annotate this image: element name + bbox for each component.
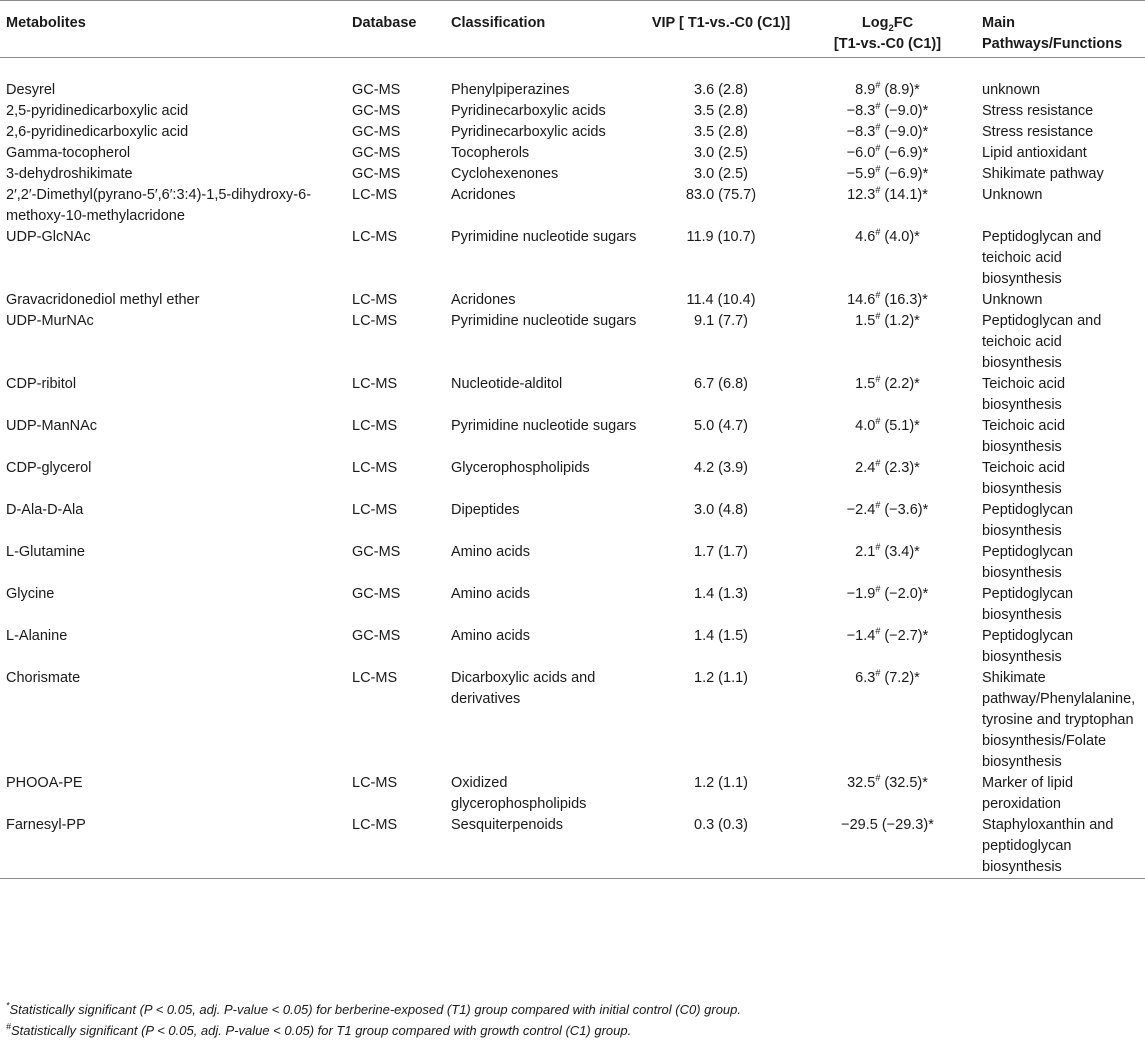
log2fc-c1-value: (2.2)* <box>880 376 920 392</box>
cell-database: LC-MS <box>352 229 398 245</box>
cell-classification: Pyrimidine nucleotide sugars <box>451 229 637 245</box>
cell-log2fc <box>799 290 976 311</box>
log2fc-c0-value: 2.4 <box>855 460 876 476</box>
cell-pathway: Stress resistance <box>982 103 1094 119</box>
cell-vip: 1.2 (1.1) <box>694 670 748 686</box>
log2fc-c0-value: −5.9 <box>846 166 876 182</box>
hash-significance-mark: # <box>875 773 881 784</box>
cell-metabolite: Gravacridonediol methyl ether <box>6 292 200 308</box>
hash-significance-mark: # <box>875 500 881 511</box>
hash-significance-mark: # <box>875 80 881 91</box>
log2fc-c0-value: 2.1 <box>855 544 876 560</box>
cell-database: GC-MS <box>352 586 401 602</box>
table-row <box>0 584 1145 626</box>
table-row <box>0 668 1145 773</box>
cell-log2fc <box>799 668 976 773</box>
cell-database: GC-MS <box>352 82 401 98</box>
log2fc-c1-value: (−9.0)* <box>880 103 929 119</box>
cell-database: GC-MS <box>352 124 401 140</box>
header-pathways: Main Pathways/Functions <box>976 1 1145 58</box>
cell-log2fc <box>799 584 976 626</box>
log2fc-c1-value: (−3.6)* <box>880 502 929 518</box>
table-row <box>0 500 1145 542</box>
cell-database: LC-MS <box>352 775 398 791</box>
cell-log2fc <box>799 58 976 102</box>
cell-vip: 3.6 (2.8) <box>694 82 748 98</box>
cell-metabolite: PHOOA-PE <box>6 775 83 791</box>
cell-vip: 3.0 (2.5) <box>694 166 748 182</box>
hash-significance-mark: # <box>875 122 881 133</box>
cell-classification: Glycerophospholipids <box>451 460 590 476</box>
cell-vip: 11.4 (10.4) <box>686 292 756 308</box>
cell-pathway: Teichoic acid biosynthesis <box>982 460 1066 497</box>
log2fc-c0-value: 1.5 <box>855 313 876 329</box>
log2fc-c0-value: 8.9 <box>855 82 876 98</box>
cell-database: LC-MS <box>352 418 398 434</box>
header-log2fc-prefix: Log <box>861 15 889 31</box>
cell-log2fc <box>799 815 976 879</box>
table-row <box>0 815 1145 879</box>
cell-metabolite: D-Ala-D-Ala <box>6 502 84 518</box>
table-row <box>0 626 1145 668</box>
cell-vip: 83.0 (75.7) <box>685 187 757 203</box>
footnote-significance-c1 <box>6 1022 631 1040</box>
cell-pathway: Peptidoglycan biosynthesis <box>982 586 1074 623</box>
cell-database: LC-MS <box>352 292 398 308</box>
cell-log2fc <box>799 185 976 227</box>
cell-log2fc <box>799 773 976 815</box>
cell-vip: 4.2 (3.9) <box>694 460 748 476</box>
hash-significance-mark: # <box>875 374 881 385</box>
header-log2fc-comparison: [T1-vs.-C0 (C1)] <box>833 36 942 52</box>
cell-database: LC-MS <box>352 460 398 476</box>
hash-significance-mark: # <box>875 668 881 679</box>
log2fc-c0-value: 1.5 <box>855 376 876 392</box>
log2fc-c1-value: (−6.9)* <box>880 166 929 182</box>
log2fc-c0-value: −6.0 <box>846 145 876 161</box>
log2fc-c0-value: −1.4 <box>846 628 876 644</box>
cell-vip: 11.9 (10.7) <box>686 229 756 245</box>
cell-log2fc <box>799 311 976 374</box>
cell-metabolite: L-Glutamine <box>6 544 85 560</box>
cell-classification: Amino acids <box>451 628 530 644</box>
table-row <box>0 164 1145 185</box>
header-log2fc <box>799 1 976 58</box>
cell-database: LC-MS <box>352 502 398 518</box>
table-row <box>0 311 1145 374</box>
cell-vip: 3.0 (4.8) <box>694 502 748 518</box>
hash-significance-mark: # <box>875 227 881 238</box>
cell-vip: 5.0 (4.7) <box>694 418 748 434</box>
cell-pathway: Peptidoglycan biosynthesis <box>982 628 1074 665</box>
log2fc-c1-value: (3.4)* <box>880 544 920 560</box>
table-row <box>0 290 1145 311</box>
cell-pathway: Lipid antioxidant <box>982 145 1087 161</box>
cell-database: LC-MS <box>352 313 398 329</box>
log2fc-c0-value: −8.3 <box>846 103 876 119</box>
table-row <box>0 374 1145 416</box>
cell-pathway: Marker of lipid peroxidation <box>982 775 1074 812</box>
table-row <box>0 773 1145 815</box>
cell-classification: Acridones <box>451 292 516 308</box>
log2fc-c1-value: (1.2)* <box>880 313 920 329</box>
cell-vip: 6.7 (6.8) <box>694 376 748 392</box>
cell-classification: Pyridinecarboxylic acids <box>451 124 606 140</box>
cell-vip: 1.4 (1.3) <box>694 586 748 602</box>
header-log2fc-subscript: 2 <box>888 22 894 34</box>
cell-log2fc <box>799 542 976 584</box>
cell-log2fc <box>799 164 976 185</box>
table-header <box>0 1 1145 58</box>
cell-database: LC-MS <box>352 376 398 392</box>
cell-vip: 3.5 (2.8) <box>694 124 748 140</box>
header-classification: Classification <box>445 1 643 58</box>
cell-metabolite: L-Alanine <box>6 628 68 644</box>
log2fc-c1-value: (32.5)* <box>880 775 928 791</box>
table-row <box>0 101 1145 122</box>
cell-metabolite: 2,5-pyridinedicarboxylic acid <box>6 103 189 119</box>
hash-significance-mark: # <box>875 584 881 595</box>
log2fc-c1-value: (−2.7)* <box>880 628 929 644</box>
cell-metabolite: UDP-GlcNAc <box>6 229 91 245</box>
cell-classification: Pyrimidine nucleotide sugars <box>451 418 637 434</box>
footnote-hash-mark: # <box>6 1021 12 1032</box>
cell-pathway: Teichoic acid biosynthesis <box>982 418 1066 455</box>
log2fc-c1-value: (8.9)* <box>880 82 920 98</box>
cell-log2fc <box>799 101 976 122</box>
cell-vip: 0.3 (0.3) <box>643 815 799 879</box>
cell-classification: Sesquiterpenoids <box>445 815 643 879</box>
cell-metabolite: UDP-MurNAc <box>6 313 94 329</box>
hash-significance-mark: # <box>875 542 881 553</box>
cell-pathway: Peptidoglycan and teichoic acid biosynthesis <box>982 229 1102 287</box>
hash-significance-mark: # <box>875 164 881 175</box>
log2fc-c1-value: (14.1)* <box>880 187 928 203</box>
cell-metabolite: Desyrel <box>6 82 56 98</box>
cell-log2fc <box>799 500 976 542</box>
cell-metabolite: Glycine <box>6 586 55 602</box>
log2fc-c0-value: −8.3 <box>846 124 876 140</box>
cell-vip: 1.2 (1.1) <box>694 775 748 791</box>
cell-pathway: Peptidoglycan biosynthesis <box>982 502 1074 539</box>
cell-metabolite: 2,6-pyridinedicarboxylic acid <box>6 124 189 140</box>
cell-pathway: Unknown <box>982 292 1043 308</box>
cell-log2fc <box>799 122 976 143</box>
cell-classification: Nucleotide-alditol <box>451 376 563 392</box>
cell-database: LC-MS <box>352 187 398 203</box>
log2fc-c1-value: (5.1)* <box>880 418 920 434</box>
table-row <box>0 58 1145 102</box>
table-row <box>0 458 1145 500</box>
table-row <box>0 122 1145 143</box>
cell-database: GC-MS <box>352 145 401 161</box>
cell-database: GC-MS <box>352 544 401 560</box>
log2fc-c1-value: (−6.9)* <box>880 145 929 161</box>
cell-metabolite: 3-dehydroshikimate <box>6 166 133 182</box>
log2fc-c0-value: −2.4 <box>846 502 876 518</box>
header-row <box>0 1 1145 58</box>
hash-significance-mark: # <box>875 626 881 637</box>
cell-classification: Phenylpiperazines <box>451 82 570 98</box>
log2fc-c0-value: 12.3 <box>847 187 876 203</box>
log2fc-c1-value: (7.2)* <box>880 670 920 686</box>
log2fc-c0-value: 32.5 <box>847 775 876 791</box>
cell-log2fc <box>799 416 976 458</box>
cell-log2fc <box>799 143 976 164</box>
footnote-hash-text: Statistically significant (P < 0.05, adj. P-value < 0.05) for T1 group compared with growth control (C1) group. <box>11 1023 632 1038</box>
table-row <box>0 143 1145 164</box>
hash-significance-mark: # <box>875 143 881 154</box>
table-row <box>0 416 1145 458</box>
cell-log2fc <box>799 458 976 500</box>
log2fc-c1-value: (16.3)* <box>880 292 928 308</box>
cell-classification: Amino acids <box>451 544 530 560</box>
cell-classification: Oxidized glycerophospholipids <box>451 775 587 812</box>
cell-vip: 9.1 (7.7) <box>694 313 748 329</box>
table-row <box>0 227 1145 290</box>
cell-vip: 1.4 (1.5) <box>694 628 748 644</box>
cell-classification: Acridones <box>451 187 516 203</box>
table-body <box>0 58 1145 879</box>
cell-database: GC-MS <box>352 103 401 119</box>
cell-classification: Pyrimidine nucleotide sugars <box>451 313 637 329</box>
log2fc-c0-value: 6.3 <box>855 670 876 686</box>
cell-pathway: Teichoic acid biosynthesis <box>982 376 1066 413</box>
table-row <box>0 185 1145 227</box>
cell-pathway: Staphyloxanthin and peptidoglycan biosynthesis <box>976 815 1145 879</box>
cell-metabolite: Farnesyl-PP <box>0 815 346 879</box>
cell-database: LC-MS <box>346 815 445 879</box>
cell-log2fc <box>799 227 976 290</box>
cell-vip: 3.0 (2.5) <box>694 145 748 161</box>
cell-pathway: Stress resistance <box>982 124 1094 140</box>
cell-classification: Tocopherols <box>451 145 530 161</box>
log2fc-c1-value: (−9.0)* <box>880 124 929 140</box>
log2fc-c0-value: 14.6 <box>847 292 876 308</box>
cell-log2fc <box>799 626 976 668</box>
log2fc-c1-value: (4.0)* <box>880 229 920 245</box>
cell-vip: 3.5 (2.8) <box>694 103 748 119</box>
cell-classification: Amino acids <box>451 586 530 602</box>
header-log2fc-suffix: FC <box>893 15 914 31</box>
cell-metabolite: Chorismate <box>6 670 81 686</box>
cell-classification: Dipeptides <box>451 502 520 518</box>
cell-metabolite: CDP-glycerol <box>6 460 92 476</box>
cell-log2fc <box>799 374 976 416</box>
cell-database: GC-MS <box>352 628 401 644</box>
cell-metabolite: Gamma-tocopherol <box>6 145 131 161</box>
log2fc-c1-value: (2.3)* <box>880 460 920 476</box>
footnote-significance-c0 <box>6 1001 741 1019</box>
cell-database: GC-MS <box>352 166 401 182</box>
log2fc-c0-value: 4.6 <box>855 229 876 245</box>
cell-pathway: Unknown <box>982 187 1043 203</box>
footnote-star-mark: * <box>6 1000 10 1011</box>
cell-database: LC-MS <box>352 670 398 686</box>
cell-pathway: Peptidoglycan and teichoic acid biosynthesis <box>982 313 1102 371</box>
hash-significance-mark: # <box>875 185 881 196</box>
cell-vip: 1.7 (1.7) <box>694 544 748 560</box>
header-vip: VIP [ T1-vs.-C0 (C1)] <box>643 1 799 58</box>
hash-significance-mark: # <box>875 311 881 322</box>
cell-metabolite: 2′,2′-Dimethyl(pyrano-5′,6′:3:4)-1,5-dihydroxy-6-methoxy-10-methylacridone <box>6 187 312 224</box>
footnote-star-text: Statistically significant (P < 0.05, adj. P-value < 0.05) for berberine-exposed (T1) group compared with initial control (C0) group. <box>9 1002 742 1017</box>
log2fc-c0-value: −1.9 <box>846 586 876 602</box>
table-row <box>0 542 1145 584</box>
log2fc-c1-value: (−29.3)* <box>877 817 934 833</box>
log2fc-c0-value: 4.0 <box>855 418 876 434</box>
header-database: Database <box>346 1 445 58</box>
cell-pathway: Peptidoglycan biosynthesis <box>982 544 1074 581</box>
cell-pathway: Shikimate pathway <box>982 166 1104 182</box>
cell-pathway: Shikimate pathway/Phenylalanine, tyrosine and tryptophan biosynthesis/Folate biosynthesis <box>982 670 1136 770</box>
log2fc-c1-value: (−2.0)* <box>880 586 929 602</box>
cell-classification: Cyclohexenones <box>451 166 559 182</box>
log2fc-c0-value: −29.5 <box>841 817 878 833</box>
cell-classification: Dicarboxylic acids and derivatives <box>451 670 596 707</box>
hash-significance-mark: # <box>875 290 881 301</box>
hash-significance-mark: # <box>875 101 881 112</box>
header-metabolites: Metabolites <box>0 1 346 58</box>
cell-pathway: unknown <box>982 82 1041 98</box>
cell-metabolite: UDP-ManNAc <box>6 418 98 434</box>
cell-metabolite: CDP-ribitol <box>6 376 77 392</box>
cell-classification: Pyridinecarboxylic acids <box>451 103 606 119</box>
hash-significance-mark: # <box>875 458 881 469</box>
hash-significance-mark: # <box>875 416 881 427</box>
